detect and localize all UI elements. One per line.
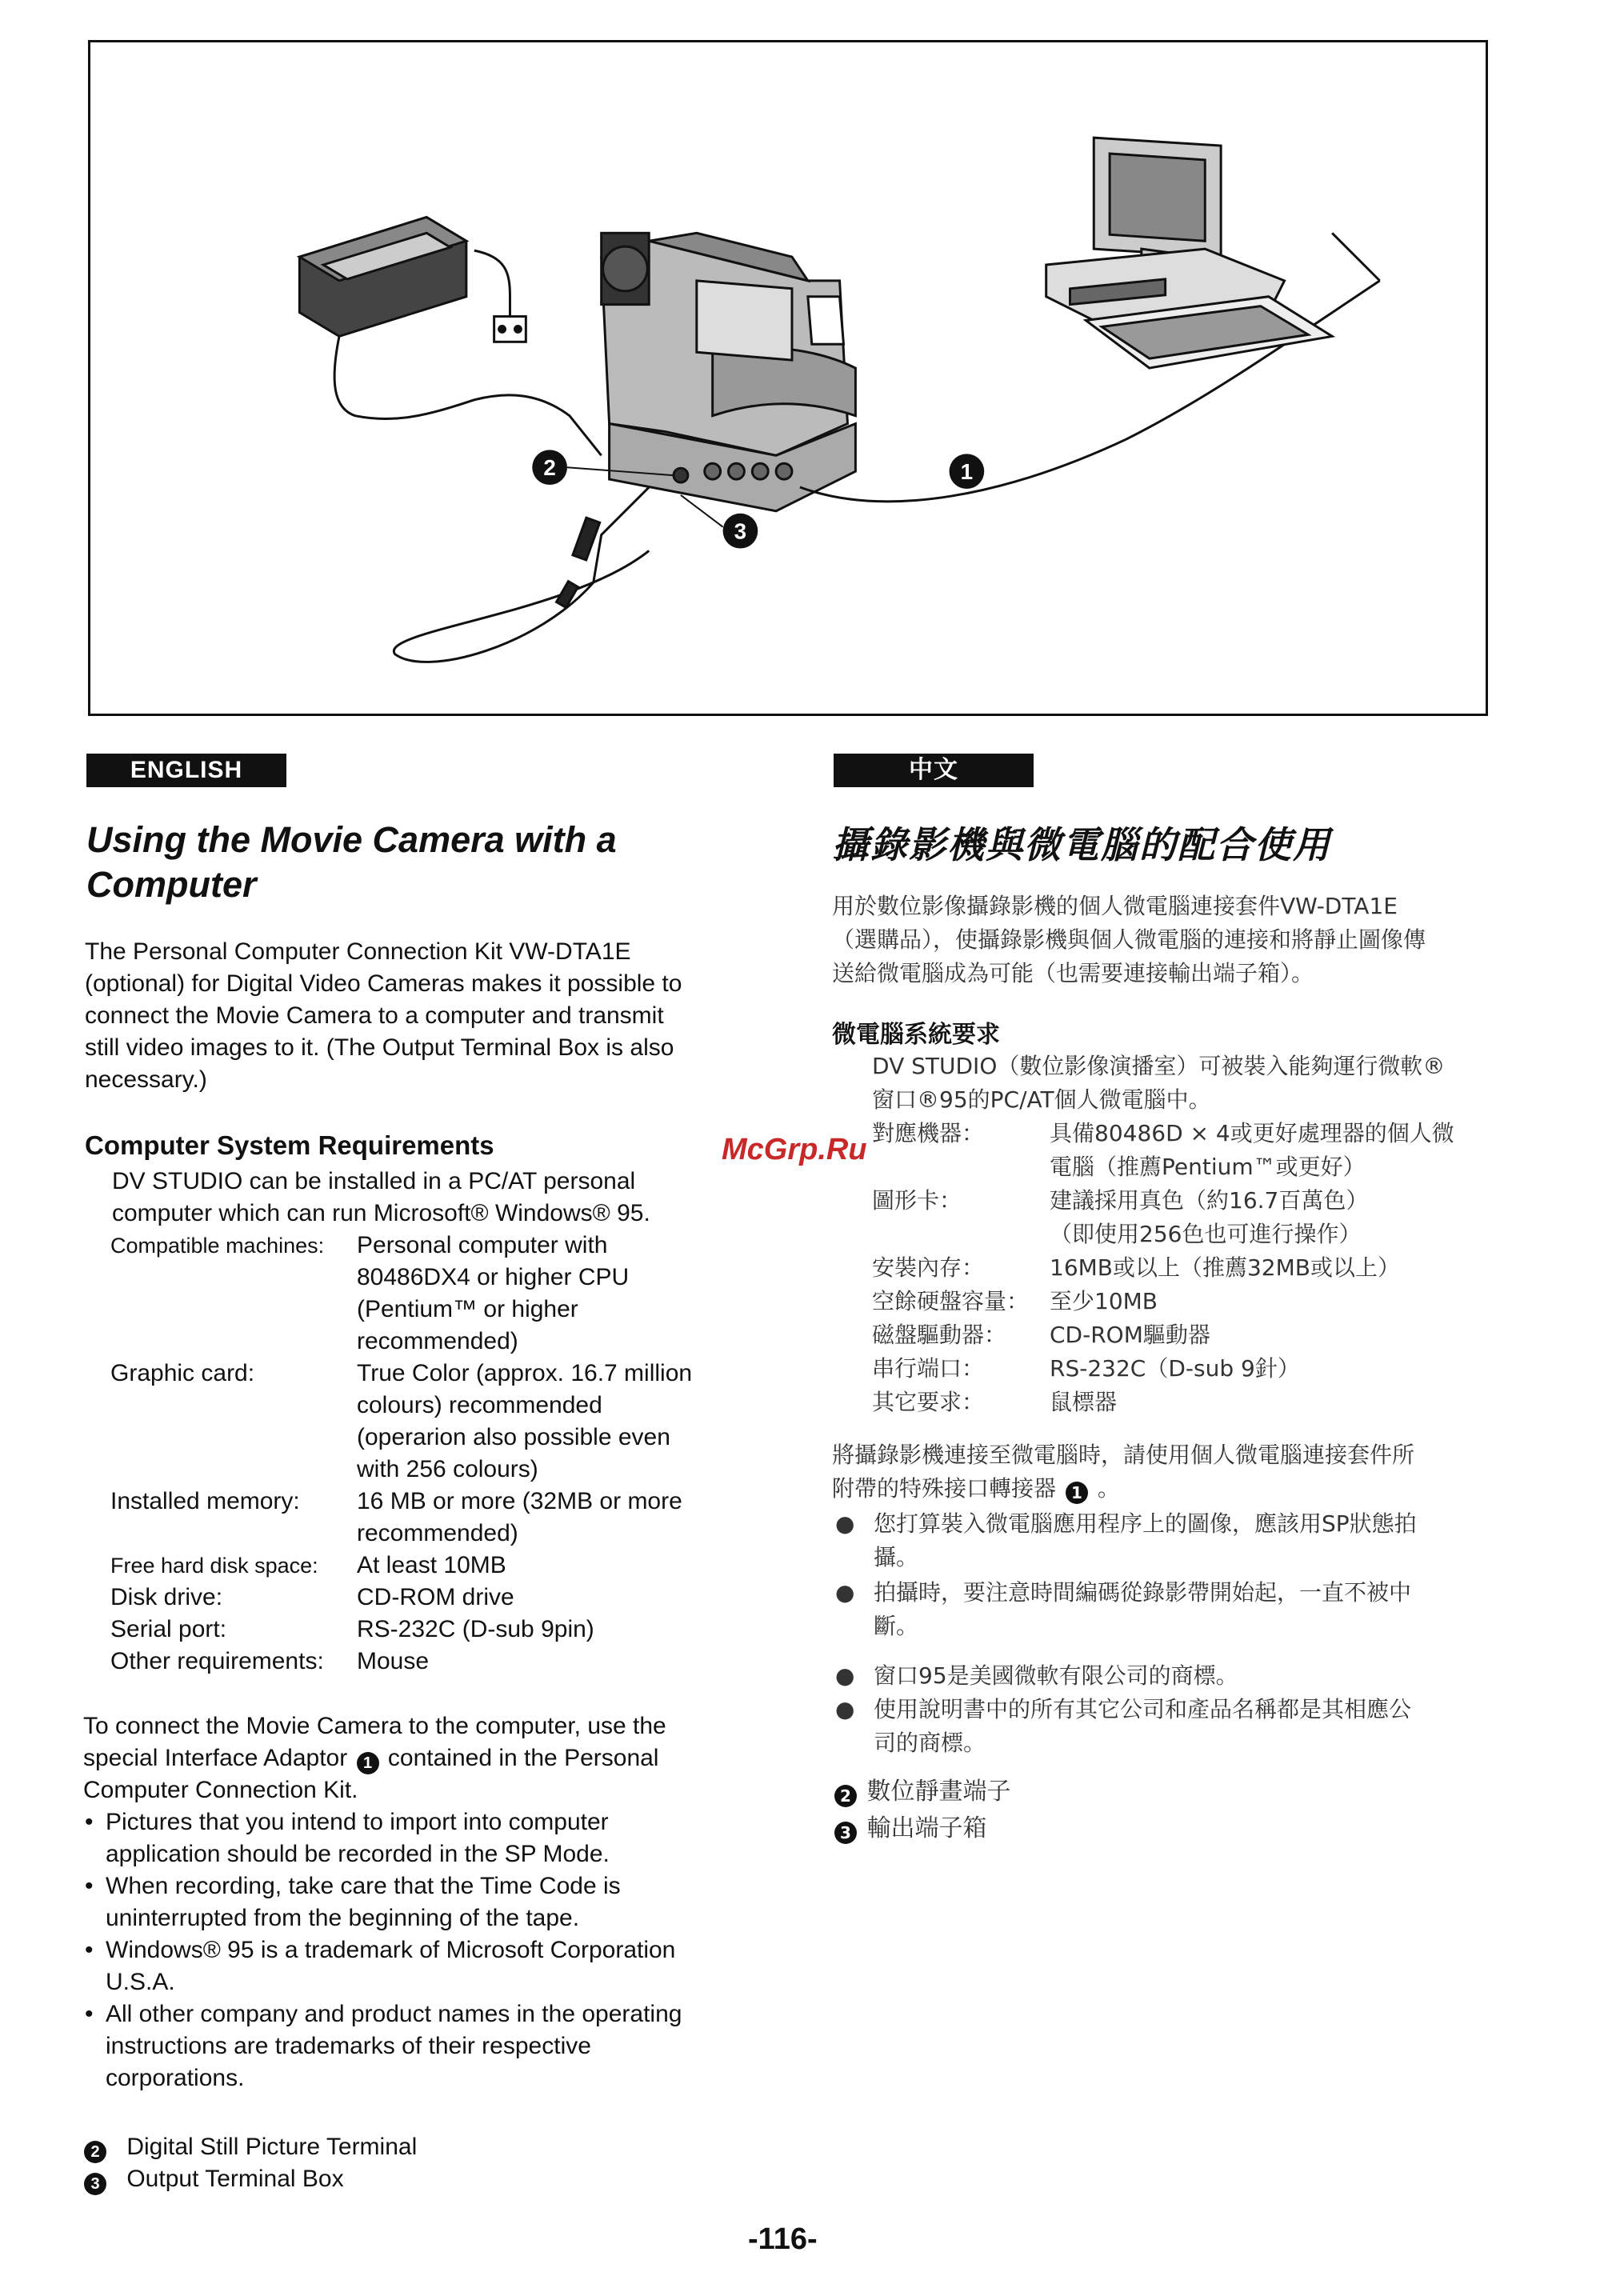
chinese-requirement	[872, 1318, 1496, 1352]
chinese-requirement-value	[1050, 1117, 1482, 1184]
chinese-requirement-label: 串行端口：	[872, 1355, 985, 1382]
requirement-value-line: 16 MB or more (32MB or more	[357, 1488, 682, 1514]
requirement-label: Other requirements:	[110, 1648, 324, 1674]
chinese-requirement	[872, 1251, 1496, 1285]
chinese-tab: 中文	[834, 754, 1034, 787]
bullet-text	[106, 1998, 682, 2094]
english-legend-2	[82, 2131, 417, 2163]
legend-text: 數位靜畫端子	[866, 1778, 1011, 1806]
bullet-line: 司的商標。	[874, 1730, 986, 1756]
bullet-dot-icon: •	[85, 2001, 94, 2027]
callout-2-inline: 2	[84, 2141, 106, 2163]
chinese-legend-2	[832, 1776, 1011, 1808]
chinese-requirement	[872, 1386, 1496, 1419]
english-intro-line: connect the Movie Camera to a computer and transmit	[85, 1002, 664, 1029]
english-requirements-intro-line: computer which can run Microsoft® Windows® 95.	[112, 1200, 650, 1226]
chinese-requirement-value	[1050, 1251, 1482, 1285]
english-connect-paragraph	[83, 1710, 739, 1806]
requirement-disk-drive	[110, 1582, 734, 1614]
chinese-requirement-value	[1050, 1184, 1482, 1251]
callout-3-inline: 3	[84, 2173, 106, 2195]
english-intro-line: (optional) for Digital Video Cameras makes it possible to	[85, 970, 682, 997]
requirement-label: Disk drive:	[110, 1584, 223, 1610]
bullet-dot-icon: •	[85, 1873, 94, 1899]
chinese-requirement	[872, 1117, 1496, 1184]
english-intro-line: still video images to it. (The Output Terminal Box is also	[85, 1034, 674, 1061]
bullet-line: 拍攝時，要注意時間編碼從錄影帶開始起，一直不被中	[874, 1579, 1412, 1606]
bullet-line: 您打算裝入微電腦應用程序上的圖像，應該用SP狀態拍	[874, 1510, 1417, 1537]
chinese-requirement-value	[1050, 1285, 1482, 1318]
chinese-connect-paragraph	[832, 1438, 1488, 1506]
requirement-value	[357, 1486, 733, 1550]
requirement-value-line: (operarion also possible even	[357, 1424, 670, 1450]
requirement-serial-port	[110, 1614, 734, 1646]
ac-adaptor	[299, 217, 466, 336]
legend-text: 輸出端子箱	[866, 1814, 987, 1842]
english-title-line2: Computer	[86, 864, 257, 905]
chinese-requirement-value	[1050, 1318, 1482, 1352]
requirement-label: Compatible machines:	[110, 1234, 325, 1258]
chinese-requirement-value	[1050, 1386, 1482, 1419]
requirement-value-line: RS-232C (D-sub 9pin)	[357, 1616, 594, 1642]
bullet-line: All other company and product names in the operating	[106, 2001, 682, 2027]
english-legend-3	[82, 2163, 344, 2195]
legend-text: Digital Still Picture Terminal	[126, 2134, 418, 2160]
chinese-requirements-heading: 微電腦系統要求	[832, 1021, 1000, 1049]
requirement-value	[357, 1550, 733, 1582]
english-connect-text: special Interface Adaptor	[83, 1745, 348, 1771]
chinese-requirement-value-line: 鼠標器	[1050, 1389, 1118, 1415]
chinese-intro-line: （選購品），使攝錄影機與個人微電腦的連接和將靜止圖像傳	[832, 926, 1426, 953]
requirement-value-line: 80486DX4 or higher CPU	[357, 1264, 630, 1290]
chinese-requirement-value-line: （即使用256色也可進行操作）	[1050, 1221, 1362, 1247]
english-title	[86, 818, 726, 907]
bullet-line: Pictures that you intend to import into computer	[106, 1809, 609, 1835]
callout-2-inline: 2	[834, 1785, 857, 1807]
english-requirements-intro-line: DV STUDIO can be installed in a PC/AT personal	[112, 1168, 636, 1194]
requirement-label: Free hard disk space:	[110, 1554, 318, 1578]
english-requirements-heading: Computer System Requirements	[85, 1130, 494, 1160]
chinese-requirement	[872, 1285, 1496, 1318]
callout-1-label: 1	[960, 459, 974, 485]
connection-illustration	[88, 40, 1488, 716]
chinese-requirement-label: 其它要求：	[872, 1389, 985, 1415]
chinese-requirement-label: 圖形卡：	[872, 1187, 962, 1214]
requirement-value-line: Personal computer with	[357, 1232, 608, 1258]
requirement-other	[110, 1646, 734, 1678]
chinese-period: 。	[1097, 1475, 1120, 1502]
chinese-requirement-value-line: 具備80486D × 4或更好處理器的個人微	[1050, 1120, 1454, 1146]
bullet-dot-icon: •	[85, 1937, 94, 1963]
requirement-value-line: recommended)	[357, 1520, 518, 1546]
personal-computer	[1046, 138, 1332, 368]
chinese-requirement-value	[1050, 1352, 1482, 1386]
english-intro-line: The Personal Computer Connection Kit VW-DTA1E	[85, 938, 631, 965]
bullet-line: uninterrupted from the beginning of the tape.	[106, 1905, 580, 1931]
chinese-requirement	[872, 1184, 1496, 1251]
requirement-value	[357, 1582, 733, 1614]
requirement-label: Installed memory:	[110, 1488, 300, 1514]
requirement-value-line: colours) recommended	[357, 1392, 602, 1418]
chinese-requirement-value-line: 建議採用真色（約16.7百萬色）	[1050, 1187, 1369, 1214]
bullet-line: application should be recorded in the SP Mode.	[106, 1841, 610, 1867]
requirement-value-line: (Pentium™ or higher	[357, 1296, 578, 1322]
requirement-value	[357, 1358, 733, 1486]
callout-2-label: 2	[543, 455, 556, 481]
camera-computer-diagram	[90, 42, 1486, 714]
chinese-requirement-value-line: 至少10MB	[1050, 1288, 1158, 1314]
chinese-title: 攝錄影機與微電腦的配合使用	[832, 823, 1331, 866]
english-title-line1: Using the Movie Camera with a	[86, 819, 617, 860]
bullet-dot-icon: ●	[835, 1510, 855, 1537]
legend-text: Output Terminal Box	[126, 2166, 344, 2192]
bullet-line: 攝。	[874, 1544, 919, 1570]
requirement-value	[357, 1646, 733, 1678]
bullet-text	[106, 1934, 675, 1998]
callout-1-inline: 1	[1066, 1482, 1088, 1504]
page-number: -116-	[748, 2222, 818, 2256]
requirement-label: Serial port:	[110, 1616, 227, 1642]
chinese-requirement-value-line: CD-ROM驅動器	[1050, 1322, 1210, 1348]
requirement-value-line: recommended)	[357, 1328, 518, 1354]
chinese-intro	[832, 890, 1488, 990]
bullet-line: U.S.A.	[106, 1969, 175, 1995]
requirement-value	[357, 1614, 733, 1646]
bullet-line: Windows® 95 is a trademark of Microsoft Corporation	[106, 1937, 676, 1963]
english-connect-line	[83, 1742, 739, 1774]
english-requirements-intro	[112, 1166, 720, 1230]
english-connect-text: contained in the Personal	[387, 1745, 659, 1771]
bullet-line: 使用說明書中的所有其它公司和產品名稱都是其相應公	[874, 1696, 1412, 1722]
requirement-value-line: CD-ROM drive	[357, 1584, 514, 1610]
bullet-line: When recording, take care that the Time Code is	[106, 1873, 621, 1899]
bullet-text	[106, 1870, 621, 1934]
english-connect-line: To connect the Movie Camera to the computer, use the	[83, 1713, 666, 1739]
requirement-value-line: Mouse	[357, 1648, 430, 1674]
chinese-intro-line: 用於數位影像攝錄影機的個人微電腦連接套件VW-DTA1E	[832, 893, 1398, 919]
chinese-requirements-intro-line: 窗口®95的PC/AT個人微電腦中。	[872, 1086, 1211, 1113]
bullet-dot-icon: •	[85, 1809, 94, 1835]
requirement-graphic-card	[110, 1358, 734, 1486]
bullet-dot-icon: ●	[835, 1662, 855, 1689]
power-plug	[474, 250, 526, 342]
requirement-value-line: True Color (approx. 16.7 million	[357, 1360, 693, 1386]
camcorder	[602, 233, 856, 455]
chinese-requirements-intro-line: DV STUDIO（數位影像演播室）可被裝入能夠運行微軟®	[872, 1053, 1446, 1079]
bullet-text	[874, 1659, 1514, 1693]
chinese-connect-text: 附帶的特殊接口轉接器	[832, 1475, 1057, 1502]
requirement-value	[357, 1230, 733, 1358]
chinese-connect-line	[832, 1472, 1488, 1506]
chinese-requirement-label: 對應機器：	[872, 1120, 985, 1146]
bullet-dot-icon: ●	[835, 1696, 855, 1722]
requirement-free-disk-space	[110, 1550, 734, 1582]
chinese-requirement-label: 空餘硬盤容量：	[872, 1288, 1030, 1314]
watermark: McGrp.Ru	[722, 1133, 867, 1166]
bullet-line: 窗口95是美國微軟有限公司的商標。	[874, 1662, 1238, 1689]
requirement-label: Graphic card:	[110, 1360, 255, 1386]
bullet-dot-icon: ●	[835, 1579, 855, 1606]
bullet-text	[874, 1507, 1514, 1574]
english-connect-line: Computer Connection Kit.	[83, 1777, 358, 1803]
callout-1-inline: 1	[357, 1752, 379, 1774]
requirement-value-line: At least 10MB	[357, 1552, 506, 1578]
callout-3-inline: 3	[834, 1822, 857, 1844]
chinese-requirements-intro	[872, 1050, 1488, 1117]
chinese-requirement-value-line: 電腦（推薦Pentium™或更好）	[1050, 1154, 1366, 1180]
english-intro	[85, 936, 741, 1096]
bullet-line: corporations.	[106, 2065, 245, 2091]
bullet-text	[874, 1693, 1514, 1760]
bullet-text	[106, 1806, 610, 1870]
chinese-connect-line: 將攝錄影機連接至微電腦時，請使用個人微電腦連接套件所	[832, 1442, 1415, 1468]
bullet-line: instructions are trademarks of their respective	[106, 2033, 591, 2059]
callout-1	[950, 454, 985, 489]
chinese-requirement-label: 安裝內存：	[872, 1254, 985, 1281]
bullet-line: 斷。	[874, 1613, 919, 1639]
chinese-requirement-label: 磁盤驅動器：	[872, 1322, 1007, 1348]
bullet-text	[874, 1576, 1514, 1643]
english-intro-line: necessary.)	[85, 1066, 207, 1093]
requirement-compatible-machines	[110, 1230, 734, 1358]
chinese-legend-3	[832, 1813, 987, 1845]
requirement-installed-memory	[110, 1486, 734, 1550]
requirement-value-line: with 256 colours)	[357, 1456, 538, 1482]
callout-3-label: 3	[734, 518, 747, 544]
chinese-intro-line: 送給微電腦成為可能（也需要連接輸出端子箱）。	[832, 960, 1314, 986]
chinese-requirement-value-line: RS-232C（D-sub 9針）	[1050, 1355, 1300, 1382]
chinese-requirement	[872, 1352, 1496, 1386]
english-tab: ENGLISH	[86, 754, 286, 787]
chinese-requirement-value-line: 16MB或以上（推薦32MB或以上）	[1050, 1254, 1400, 1281]
